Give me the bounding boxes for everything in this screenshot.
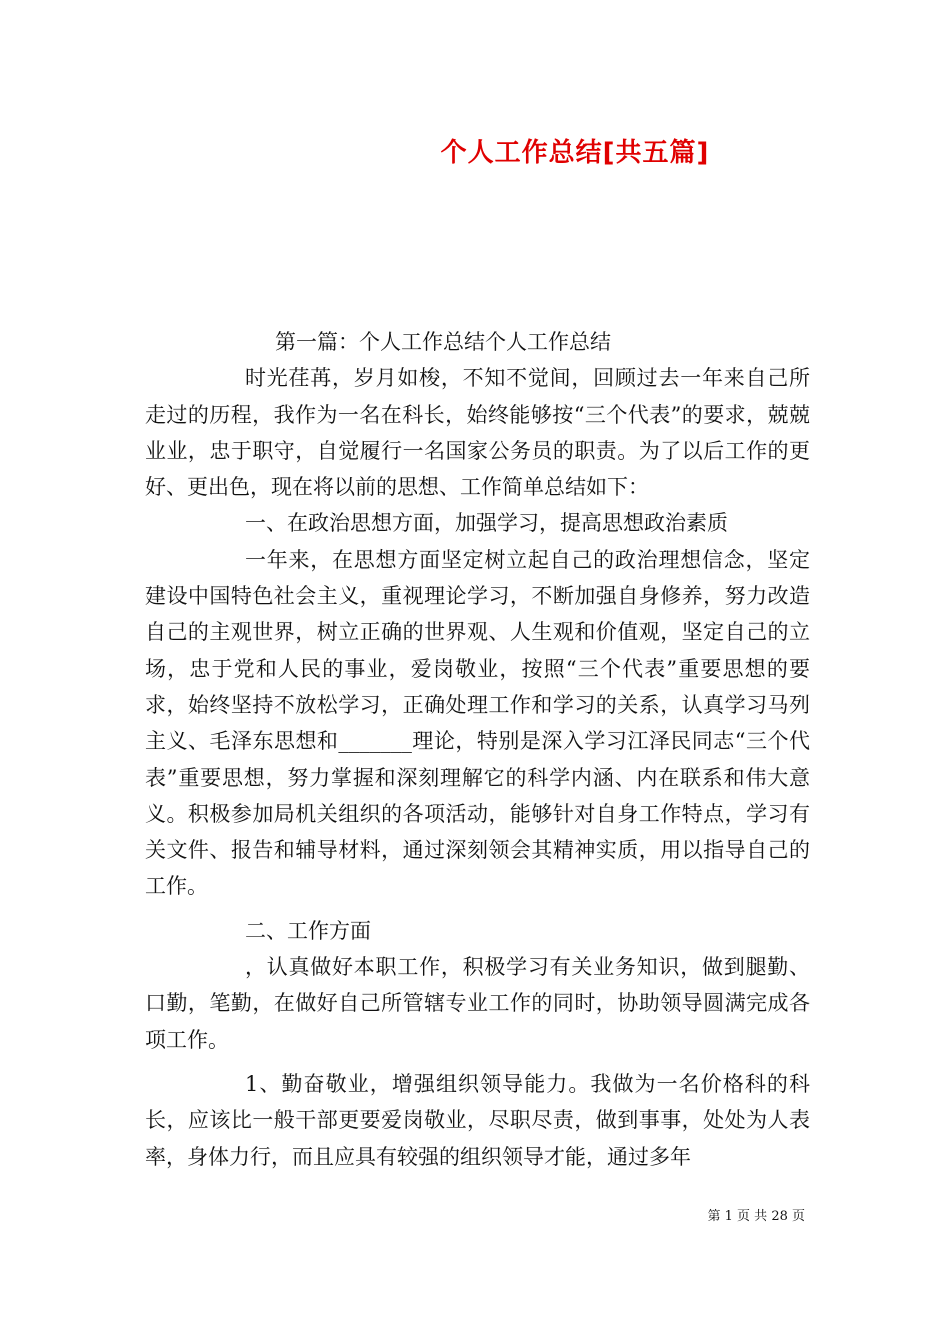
paragraph-politics: 一年来，在思想方面坚定树立起自己的政治理想信念，坚定建设中国特色社会主义，重视理论学习，不断加强自身修养，努力改造自己的主观世界，树立正确的世界观、人生观和价值观，坚定自己的立场，忠于党和人民的事业，爱岗敬业，按照“三个代表”重要思想的要求，始终坚持不放松学习，正确处理工作和学习的关系，认真学习马列主义、毛泽东思想和_______理论，特别是深入学习江泽民同志“三个代表”重要思想，努力掌握和深刻理解它的科学内涵、内在联系和伟大意义。积极参加局机关组织的各项活动，能够针对自身工作特点，学习有关文件、报告和辅导材料，通过深刻领会其精神实质，用以指导自己的工作。 bbox=[145, 547, 810, 899]
paragraph-diligence: 1、勤奋敬业，增强组织领导能力。我做为一名价格科的科长，应该比一般干部更要爱岗敬业，尽职尽责，做到事事，处处为人表率，身体力行，而且应具有较强的组织领导才能，通过多年 bbox=[145, 1071, 810, 1169]
document-body bbox=[145, 324, 810, 1175]
heading-work: 二、工作方面 bbox=[245, 918, 371, 943]
heading-politics: 一、在政治思想方面，加强学习，提高思想政治素质 bbox=[245, 511, 728, 536]
paragraph-work: ，认真做好本职工作，积极学习有关业务知识，做到腿勤、口勤，笔勤，在做好自己所管辖专业工作的同时，协助领导圆满完成各项工作。 bbox=[145, 955, 810, 1052]
document-title: 个人工作总结[共五篇] bbox=[440, 138, 710, 168]
section-heading: 第一篇：个人工作总结个人工作总结 bbox=[275, 330, 611, 354]
paragraph-intro: 时光荏苒，岁月如梭，不知不觉间，回顾过去一年来自己所走过的历程，我作为一名在科长，始终能够按“三个代表”的要求，兢兢业业，忠于职守，自觉履行一名国家公务员的职责。为了以后工作的更好、更出色，现在将以前的思想、工作简单总结如下： bbox=[145, 366, 810, 500]
page-number: 第 1 页 共 28 页 bbox=[707, 1209, 805, 1224]
